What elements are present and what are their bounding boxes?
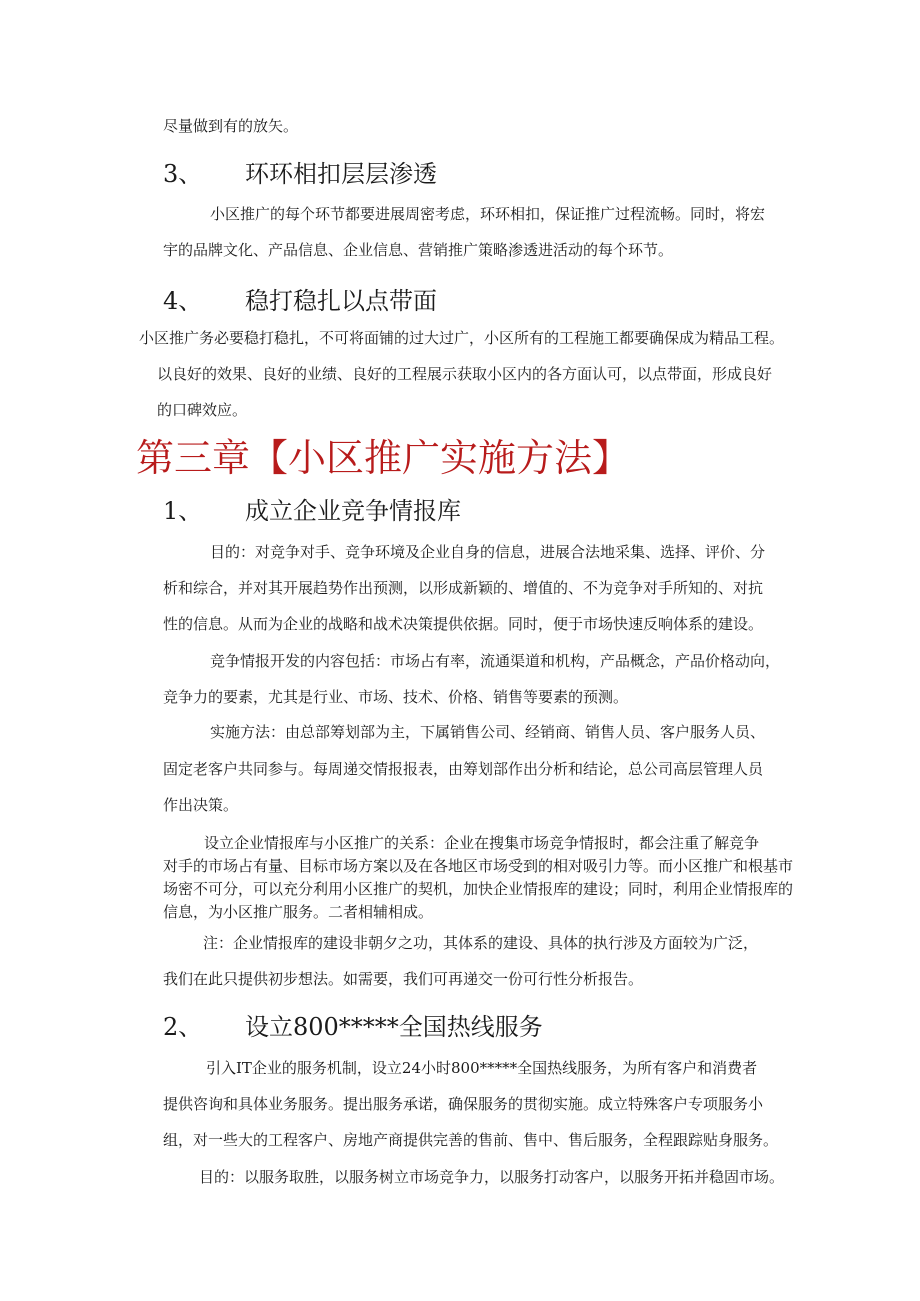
paragraph-line: 作出决策。 xyxy=(163,796,239,814)
paragraph-line: 注：企业情报库的建设非朝夕之功，其体系的建设、具体的执行涉及方面较为广泛， xyxy=(203,934,759,952)
paragraph-line: 竞争力的要素，尤其是行业、市场、技术、价格、销售等要素的预测。 xyxy=(163,688,629,706)
paragraph-line: 设立企业情报库与小区推广的关系：企业在搜集市场竞争情报时，都会注重了解竞争 xyxy=(204,834,760,852)
paragraph-line: 对手的市场占有量、目标市场方案以及在各地区市场受到的相对吸引力等。而小区推广和根基市 xyxy=(163,857,794,875)
paragraph-line: 引入IT企业的服务机制，设立24小时800*****全国热线服务，为所有客户和消费者 xyxy=(206,1059,758,1077)
section-number: 4、 xyxy=(163,287,203,315)
section-title: 稳打稳扎以点带面 xyxy=(245,287,437,315)
section-number: 1、 xyxy=(163,497,203,525)
paragraph-line: 目的：以服务取胜，以服务树立市场竞争力，以服务打动客户，以服务开拓并稳固市场。 xyxy=(199,1168,785,1186)
paragraph-line: 的口碑效应。 xyxy=(157,401,248,419)
section-title: 成立企业竞争情报库 xyxy=(245,497,461,525)
section-number: 3、 xyxy=(163,160,203,188)
section-title: 设立800*****全国热线服务 xyxy=(245,1013,543,1041)
paragraph-line: 竞争情报开发的内容包括：市场占有率，流通渠道和机构，产品概念，产品价格动向， xyxy=(210,652,781,670)
paragraph-line: 小区推广的每个环节都要进展周密考虑，环环相扣，保证推广过程流畅。同时，将宏 xyxy=(210,205,766,223)
paragraph-line: 以良好的效果、良好的业绩、良好的工程展示获取小区内的各方面认可，以点带面，形成良好 xyxy=(157,365,773,383)
paragraph-line: 性的信息。从而为企业的战略和战术决策提供依据。同时，便于市场快速反响体系的建设。 xyxy=(163,615,764,633)
paragraph-line: 小区推广务必要稳打稳扎，不可将面铺的过大过广，小区所有的工程施工都要确保成为精品工程。 xyxy=(139,329,785,347)
paragraph-line: 我们在此只提供初步想法。如需要，我们可再递交一份可行性分析报告。 xyxy=(163,970,644,988)
paragraph-line: 尽量做到有的放矢。 xyxy=(163,117,299,135)
paragraph-line: 提供咨询和具体业务服务。提出服务承诺，确保服务的贯彻实施。成立特殊客户专项服务小 xyxy=(163,1095,764,1113)
paragraph-line: 固定老客户共同参与。每周递交情报报表，由筹划部作出分析和结论，总公司高层管理人员 xyxy=(163,760,764,778)
paragraph-line: 信息，为小区推广服务。二者相辅相成。 xyxy=(163,903,434,921)
section-number: 2、 xyxy=(163,1013,203,1041)
paragraph-line: 组，对一些大的工程客户、房地产商提供完善的售前、售中、售后服务，全程跟踪贴身服务。 xyxy=(163,1131,779,1149)
chapter-title: 第三章【小区推广实施方法】 xyxy=(136,436,631,480)
paragraph-line: 析和综合，并对其开展趋势作出预测，以形成新颖的、增值的、不为竞争对手所知的、对抗 xyxy=(163,579,764,597)
paragraph-line: 场密不可分，可以充分利用小区推广的契机，加快企业情报库的建设；同时，利用企业情报库的 xyxy=(163,880,794,898)
paragraph-line: 实施方法：由总部筹划部为主，下属销售公司、经销商、销售人员、客户服务人员、 xyxy=(210,723,766,741)
paragraph-line: 宇的品牌文化、产品信息、企业信息、营销推广策略渗透进活动的每个环节。 xyxy=(163,241,674,259)
paragraph-line: 目的：对竞争对手、竞争环境及企业自身的信息，进展合法地采集、选择、评价、分 xyxy=(210,543,766,561)
section-title: 环环相扣层层渗透 xyxy=(245,160,437,188)
